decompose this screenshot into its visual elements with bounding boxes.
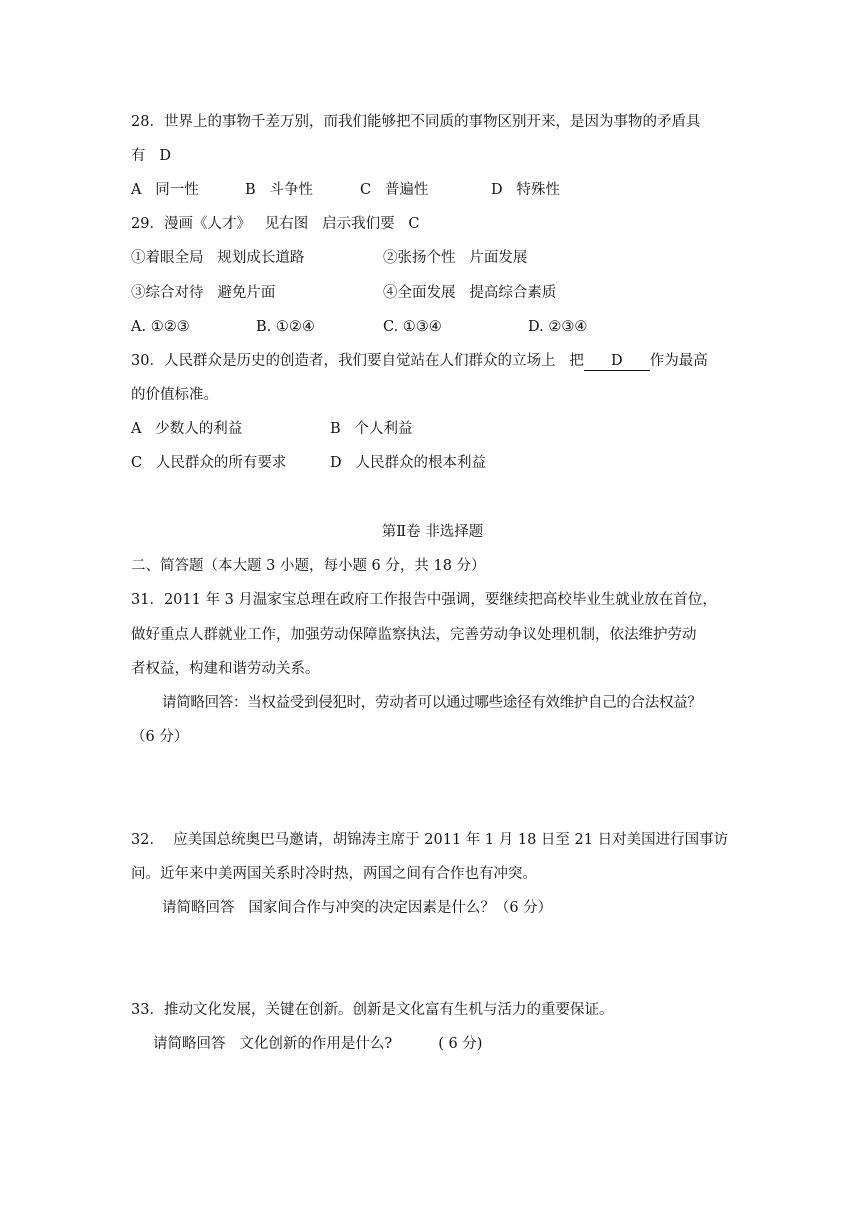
q31-stem-line1: 31．2011 年 3 月温家宝总理在政府工作报告中强调，要继续把高校毕业生就业放在首位，	[131, 592, 717, 608]
q29-option-d: D. ②③④	[528, 319, 588, 335]
q31-points: （6 分）	[131, 729, 189, 745]
q28-option-d: D 特殊性	[491, 182, 560, 198]
q31-stem-line2: 做好重点人群就业工作，加强劳动保障监察执法，完善劳动争议处理机制，依法维护劳动	[131, 627, 697, 643]
q30-option-d: D 人民群众的根本利益	[330, 455, 486, 471]
q31-stem-line3: 者权益，构建和谐劳动关系。	[131, 661, 320, 677]
q32-stem-line2: 问。近年来中美两国关系时冷时热，两国之间有合作也有冲突。	[131, 866, 537, 882]
q30-answer-blank: D	[584, 352, 650, 371]
q30-stem-after: 作为最高	[649, 353, 708, 369]
q32-question: 请简略回答 国家间合作与冲突的决定因素是什么？（6 分）	[162, 900, 553, 916]
q29-stem: 29．漫画《人才》 见右图 启示我们要 C	[131, 216, 420, 232]
q30-stem-line2: 的价值标准。	[131, 387, 218, 403]
q28-stem-line1: 28．世界上的事物千差万别，而我们能够把不同质的事物区别开来，是因为事物的矛盾具	[131, 114, 701, 130]
q28-option-a: A 同一性	[131, 182, 199, 198]
q33-stem: 33．推动文化发展，关键在创新。创新是文化富有生机与活力的重要保证。	[131, 1002, 614, 1018]
q29-item-4: ④全面发展 提高综合素质	[383, 285, 557, 301]
q29-option-a: A. ①②③	[131, 319, 190, 335]
section-heading: 二、简答题（本大题 3 小题，每小题 6 分，共 18 分）	[131, 558, 486, 574]
q33-question: 请简略回答 文化创新的作用是什么? ( 6 分)	[153, 1036, 483, 1052]
q30-option-b: B 个人利益	[330, 421, 413, 437]
q28-stem-line2: 有 D	[131, 148, 171, 164]
q31-question: 请简略回答：当权益受到侵犯时，劳动者可以通过哪些途径有效维护自己的合法权益？	[162, 695, 702, 711]
q29-item-3: ③综合对待 避免片面	[131, 285, 276, 301]
section-title: 第Ⅱ卷 非选择题	[381, 524, 484, 540]
q30-stem-line1	[131, 351, 708, 371]
q30-stem-before: 30．人民群众是历史的创造者，我们要自觉站在人们群众的立场上 把	[131, 353, 584, 369]
q29-item-2: ②张扬个性 片面发展	[383, 250, 528, 266]
q32-stem-line1: 32． 应美国总统奥巴马邀请，胡锦涛主席于 2011 年 1 月 18 日至 21 日对美国进行国事访	[131, 832, 729, 848]
q29-option-b: B. ①②④	[256, 319, 315, 335]
q30-option-a: A 少数人的利益	[131, 421, 243, 437]
q29-option-c: C. ①③④	[383, 319, 442, 335]
q30-option-c: C 人民群众的所有要求	[131, 455, 287, 471]
q29-item-1: ①着眼全局 规划成长道路	[131, 250, 305, 266]
q28-option-c: C 普遍性	[360, 182, 429, 198]
q28-option-b: B 斗争性	[245, 182, 313, 198]
